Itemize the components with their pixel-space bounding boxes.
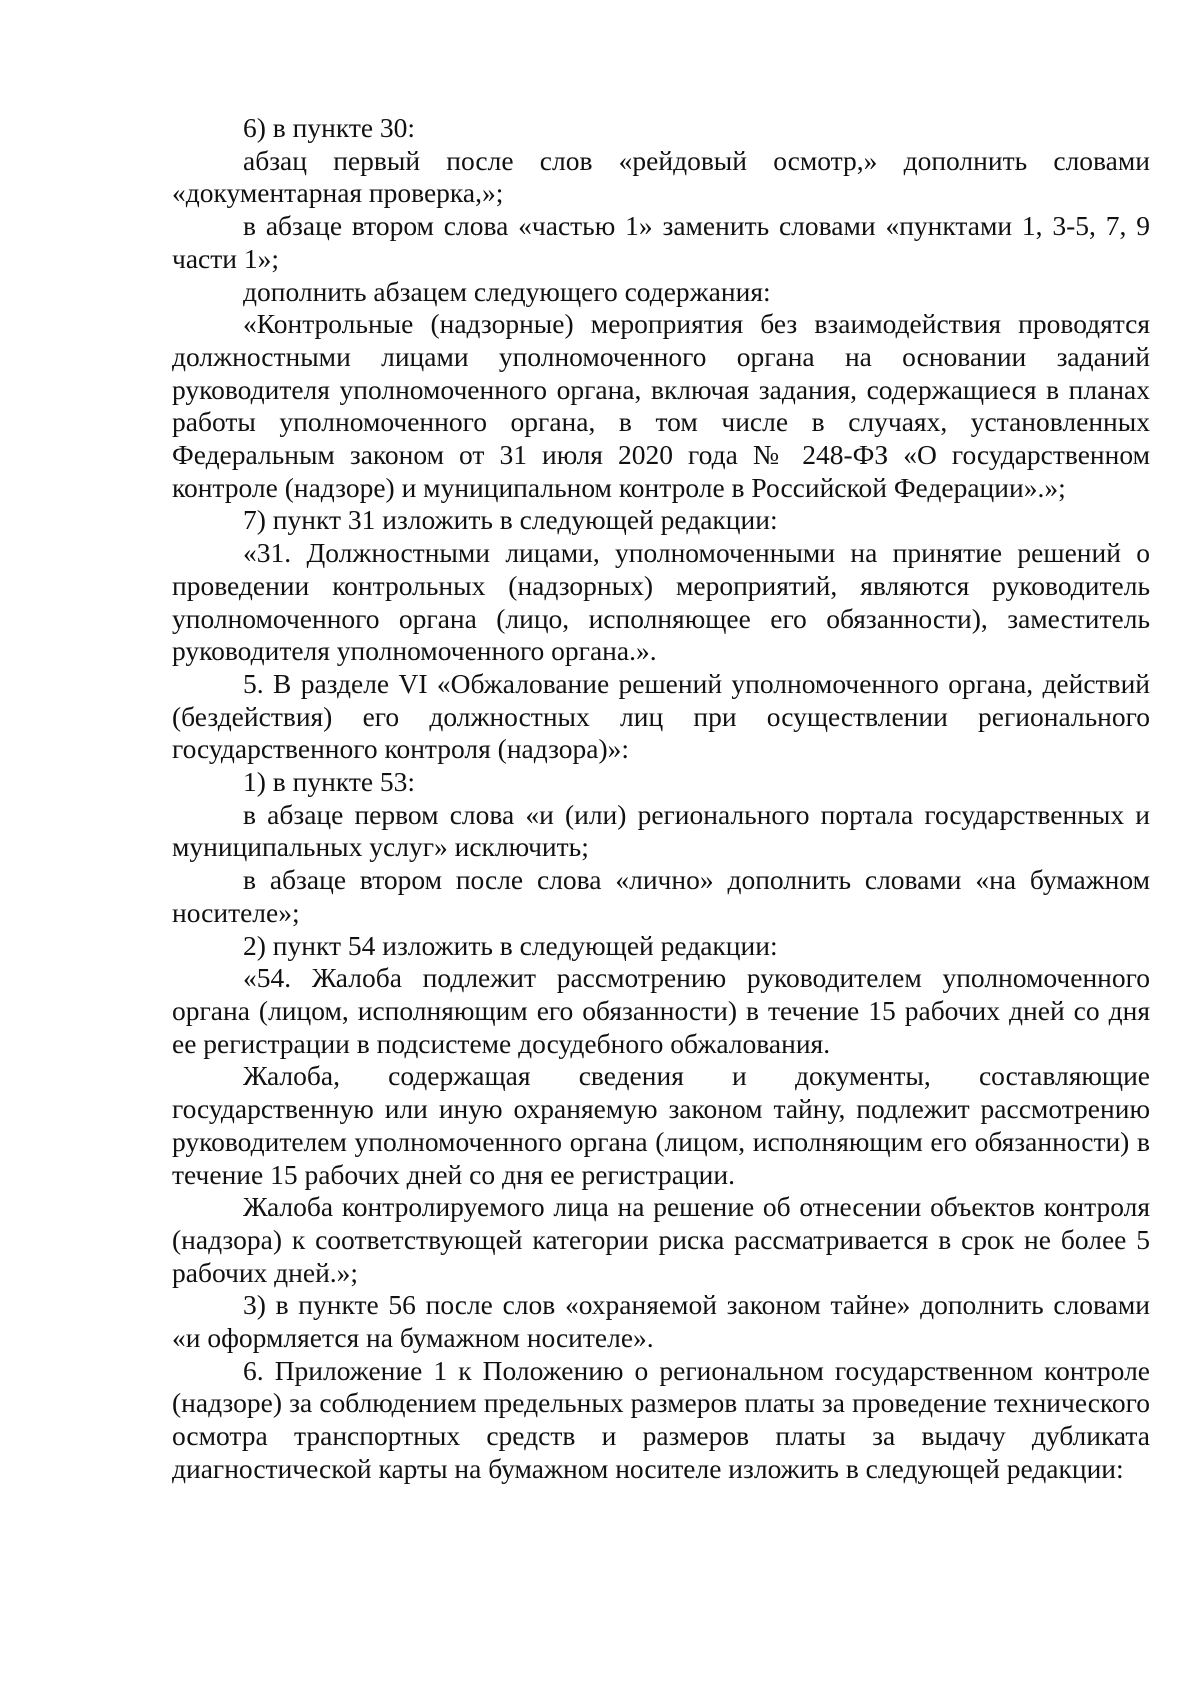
paragraph-item-2-point-54: 2) пункт 54 изложить в следующей редакции:: [243, 929, 778, 961]
paragraph-appendix-1: 6. Приложение 1 к Положению о региональном государственном контроле (надзоре) за соблюдением предельных размеров платы за проведение технического осмотра транспортных средств и размеров платы за выдачу дубликата диагностической карты на бумажном носителе изложить в следующей редакции:: [172, 1354, 1150, 1484]
document-body: [172, 112, 1150, 1486]
paragraph-section-6-header: 5. В разделе VI «Обжалование решений уполномоченного органа, действий (бездействия) его должностных лиц при осуществлении регионального государственного контроля (надзора)»:: [172, 667, 1150, 765]
paragraph-item-6-point-30: 6) в пункте 30:: [243, 112, 416, 143]
paragraph-item-7-point-31: 7) пункт 31 изложить в следующей редакции:: [243, 504, 778, 536]
paragraph-item-1-point-53: 1) в пункте 53:: [243, 766, 416, 798]
paragraph-second-abzats-amendment: в абзаце втором слова «частью 1» заменить словами «пунктами 1, 3-5, 7, 9 части 1»;: [172, 210, 1150, 274]
paragraph-point-53-second-abzats: в абзаце втором после слова «лично» дополнить словами «на бумажном носителе»;: [172, 864, 1150, 928]
paragraph-item-3-point-56: 3) в пункте 56 после слов «охраняемой законом тайне» дополнить словами «и оформляется на бумажном носителе».: [172, 1289, 1150, 1354]
paragraph-add-abzats: дополнить абзацем следующего содержания:: [243, 275, 771, 307]
paragraph-risk-category-complaint: Жалоба контролируемого лица на решение об отнесении объектов контроля (надзора) к соответствующей категории риска рассматривается в срок не более 5 рабочих дней.»;: [172, 1191, 1150, 1288]
paragraph-point-53-first-abzats: в абзаце первом слова «и (или) регионального портала государственных и муниципальных услуг» исключить;: [172, 798, 1150, 863]
paragraph-point-54-quote: «54. Жалоба подлежит рассмотрению руководителем уполномоченного органа (лицом, исполняющим его обязанности) в течение 15 рабочих дней со дня ее регистрации в подсистеме досудебного обжалования.: [172, 962, 1150, 1059]
paragraph-point-31-quote: «31. Должностными лицами, уполномоченными на принятие решений о проведении контрольных (надзорных) мероприятий, являются руководитель уполномоченного органа (лицо, исполняющее его обязанности), заместитель руководителя уполномоченного органа.».: [172, 537, 1150, 667]
paragraph-first-abzats-amendment: абзац первый после слов «рейдовый осмотр,» дополнить словами «документарная проверка,»;: [172, 144, 1150, 209]
paragraph-control-measures-quote: «Контрольные (надзорные) мероприятия без взаимодействия проводятся должностными лицами уполномоченного органа на основании заданий руководителя уполномоченного органа, включая задания, содержащиеся в планах работы уполномоченного органа, в том числе в случаях, установленных Федеральным законом от 31 июля 2020 года № 248-ФЗ «О государственном контроле (надзоре) и муниципальном контроле в Российской Федерации».»;: [172, 308, 1150, 503]
paragraph-secret-complaint: Жалоба, содержащая сведения и документы, составляющие государственную или иную охраняемую законом тайну, подлежит рассмотрению руководителем уполномоченного органа (лицом, исполняющим его обязанности) в течение 15 рабочих дней со дня ее регистрации.: [172, 1060, 1150, 1190]
